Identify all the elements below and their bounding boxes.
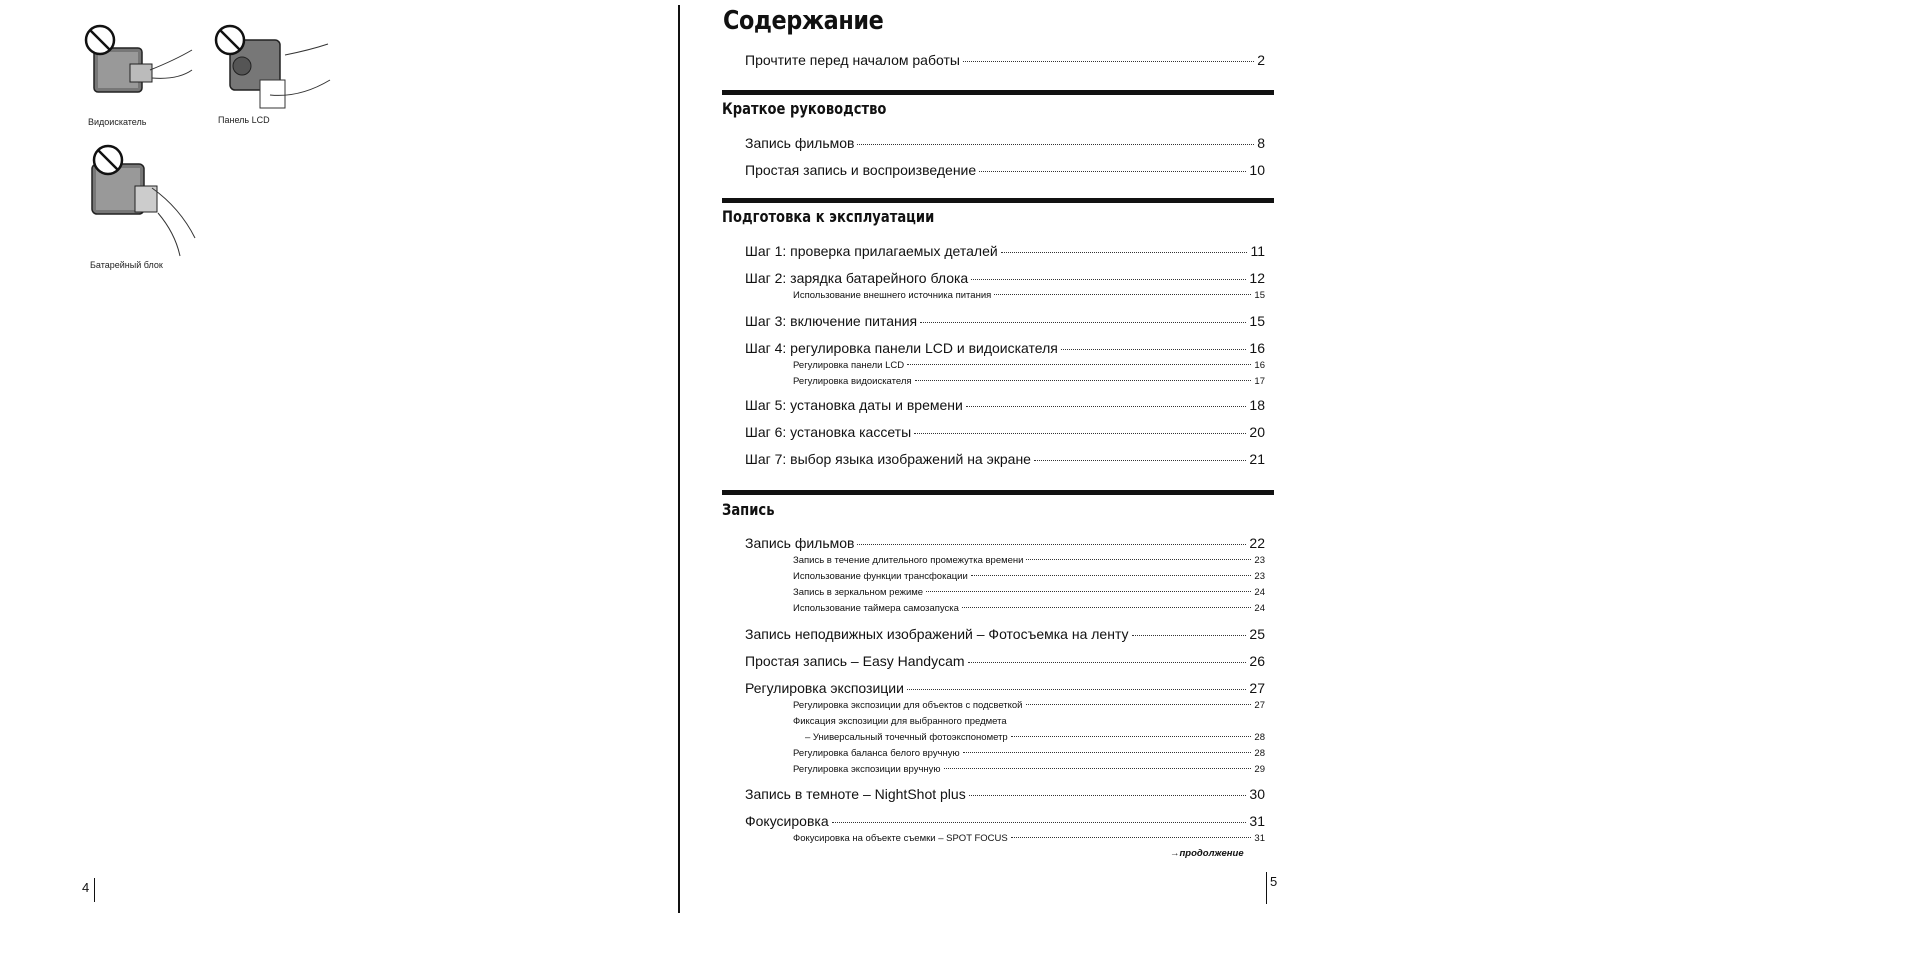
toc-entry[interactable]: Запись в темноте – NightShot plus 30 bbox=[745, 786, 1265, 802]
toc-entry[interactable]: Шаг 7: выбор языка изображений на экране 21 bbox=[745, 451, 1265, 467]
continued-label: →продолжение bbox=[1170, 848, 1244, 859]
toc-subentry[interactable]: Запись в зеркальном режиме 24 bbox=[793, 587, 1265, 598]
toc-subentry[interactable]: Запись в течение длительного промежутка времени 23 bbox=[793, 555, 1265, 566]
toc-entry[interactable]: Шаг 1: проверка прилагаемых деталей 11 bbox=[745, 243, 1265, 259]
toc-entry[interactable]: Запись неподвижных изображений – Фотосъемка на ленту 25 bbox=[745, 626, 1265, 642]
toc-entry-page: 2 bbox=[1257, 52, 1265, 68]
section-title: Подготовка к эксплуатации bbox=[722, 207, 935, 226]
toc-subentry[interactable]: – Универсальный точечный фотоэкспонометр 28 bbox=[805, 732, 1265, 743]
toc-entry[interactable]: Шаг 2: зарядка батарейного блока 12 bbox=[745, 270, 1265, 286]
toc-entry[interactable]: Шаг 5: установка даты и времени 18 bbox=[745, 397, 1265, 413]
right-page-number: 5 bbox=[1270, 874, 1278, 889]
toc-entry[interactable]: Простая запись и воспроизведение 10 bbox=[745, 162, 1265, 178]
toc-entry[interactable] bbox=[745, 52, 1265, 68]
toc-subentry[interactable]: Регулировка экспозиции для объектов с подсветкой 27 bbox=[793, 700, 1265, 711]
toc-entry[interactable]: Простая запись – Easy Handycam 26 bbox=[745, 653, 1265, 669]
toc-entry[interactable]: Фокусировка 31 bbox=[745, 813, 1265, 829]
toc-subentry[interactable]: Регулировка баланса белого вручную 28 bbox=[793, 748, 1265, 759]
toc-entry[interactable]: Регулировка экспозиции 27 bbox=[745, 680, 1265, 696]
toc-subentry[interactable]: Использование функции трансфокации 23 bbox=[793, 571, 1265, 582]
toc-subentry[interactable]: Использование таймера самозапуска 24 bbox=[793, 603, 1265, 614]
section-rule bbox=[722, 90, 1274, 95]
illustration-viewfinder-prohibited bbox=[80, 20, 195, 120]
section-rule bbox=[722, 198, 1274, 203]
toc-entry[interactable]: Шаг 6: установка кассеты 20 bbox=[745, 424, 1265, 440]
toc-subentry[interactable]: Фокусировка на объекте съемки – SPOT FOCUS 31 bbox=[793, 833, 1265, 844]
left-page-number: 4 bbox=[82, 880, 90, 895]
toc-entry-title: Прочтите перед началом работы bbox=[745, 52, 960, 68]
toc-subentry[interactable]: Регулировка видоискателя 17 bbox=[793, 376, 1265, 387]
section-title: Краткое руководство bbox=[722, 99, 887, 118]
section-title: Запись bbox=[722, 500, 775, 519]
illustration-battery-prohibited bbox=[80, 138, 220, 260]
section-rule bbox=[722, 490, 1274, 495]
toc-subentry[interactable]: Регулировка экспозиции вручную 29 bbox=[793, 764, 1265, 775]
toc-subentry[interactable]: Регулировка панели LCD 16 bbox=[793, 360, 1265, 371]
caption-battery: Батарейный блок bbox=[90, 260, 163, 270]
left-page-number-rule bbox=[94, 878, 95, 902]
toc-subentry[interactable]: Использование внешнего источника питания 15 bbox=[793, 290, 1265, 301]
right-page-number-rule bbox=[1266, 872, 1267, 904]
toc-subentry[interactable]: Фиксация экспозиции для выбранного предмета bbox=[793, 716, 1007, 727]
toc-entry[interactable]: Шаг 4: регулировка панели LCD и видоискателя 16 bbox=[745, 340, 1265, 356]
caption-viewfinder: Видоискатель bbox=[88, 117, 147, 127]
toc-entry[interactable]: Шаг 3: включение питания 15 bbox=[745, 313, 1265, 329]
caption-lcd-panel: Панель LCD bbox=[218, 115, 270, 125]
toc-entry[interactable]: Запись фильмов 22 bbox=[745, 535, 1265, 551]
page-divider bbox=[678, 5, 680, 913]
illustration-lcd-panel-prohibited bbox=[210, 20, 335, 120]
toc-entry[interactable]: Запись фильмов 8 bbox=[745, 135, 1265, 151]
page-title: Содержание bbox=[723, 6, 884, 36]
